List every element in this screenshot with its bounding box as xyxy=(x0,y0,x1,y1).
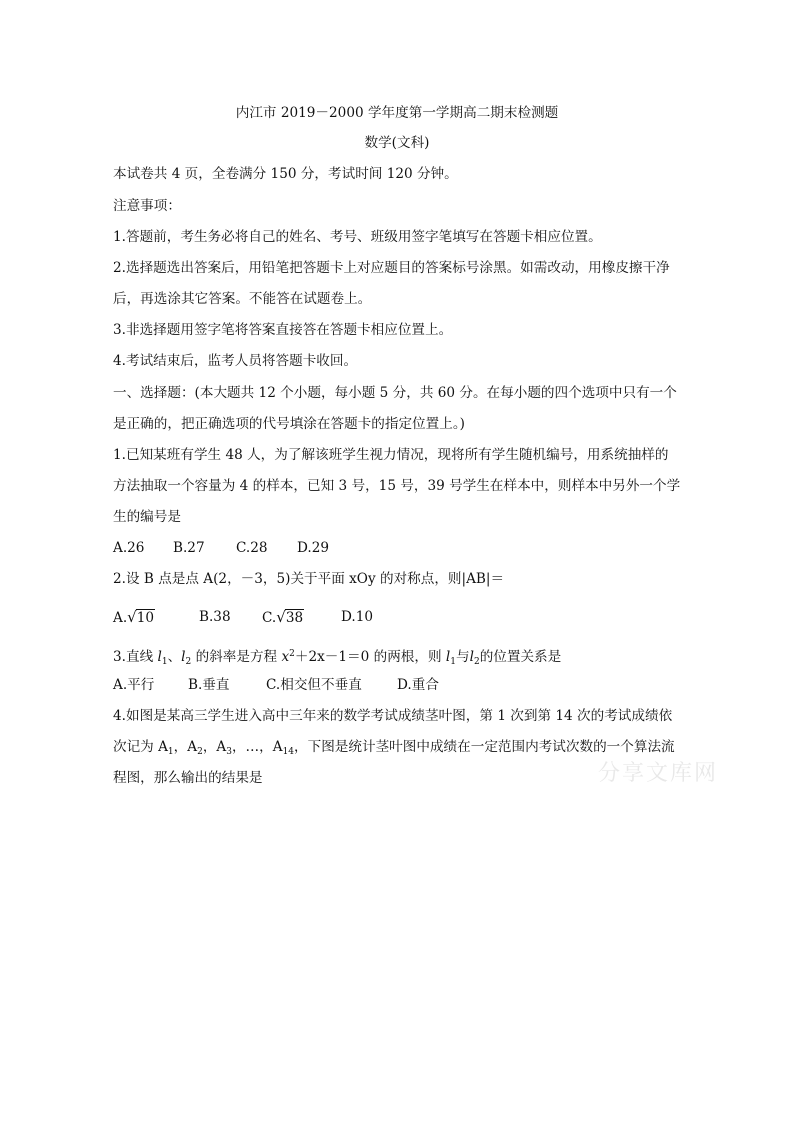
subscript: 1 xyxy=(450,657,456,667)
subscript: 1 xyxy=(161,657,168,667)
stem-text: ，…，A xyxy=(231,739,283,755)
option-c: C.相交但不垂直 xyxy=(266,677,362,693)
section-heading: 一、选择题：(本大题共 12 个小题，每小题 5 分，共 60 分。在每小题的四个选项中只有一个 xyxy=(113,385,677,401)
option-a xyxy=(113,608,199,627)
subscript: 2 xyxy=(473,657,480,667)
subscript: 14 xyxy=(282,747,295,757)
option-d: D.10 xyxy=(341,609,374,625)
note-item: 4.考试结束后，监考人员将答题卡收回。 xyxy=(113,353,358,369)
variable-x: x xyxy=(281,649,290,665)
note-item: 2.选择题选出答案后，用铅笔把答题卡上对应题目的答案标号涂黑。如需改动，用橡皮擦干净 xyxy=(113,260,670,276)
option-c: C.28 xyxy=(236,540,268,556)
exam-subtitle: 数学(文科) xyxy=(364,135,430,151)
exam-title: 内江市 2019－2000 学年度第一学期高二期末检测题 xyxy=(235,105,559,121)
subscript: 3 xyxy=(226,747,232,757)
sqrt-symbol: √38 xyxy=(276,608,304,626)
option-b: B.垂直 xyxy=(188,677,230,693)
stem-text: ＋2x－1＝0 的两根，则 xyxy=(294,649,446,665)
radicand: 10 xyxy=(136,610,155,626)
question-4-line xyxy=(113,738,675,761)
radicand: 38 xyxy=(285,610,304,626)
option-d: D.重合 xyxy=(397,677,439,693)
note-item: 3.非选择题用签字笔将答案直接答在答题卡相应位置上。 xyxy=(113,322,453,338)
stem-text: 、 xyxy=(167,649,182,665)
question-4-line: 4.如图是某高三学生进入高中三年来的数学考试成绩茎叶图，第 1 次到第 14 次的考试成绩依 xyxy=(113,708,673,724)
line-l1: l xyxy=(445,649,451,665)
superscript: 2 xyxy=(289,649,295,659)
stem-text: ，A xyxy=(173,739,198,755)
note-item: 后，再选涂其它答案。不能答在试题卷上。 xyxy=(113,291,372,307)
exam-intro: 本试卷共 4 页，全卷满分 150 分，考试时间 120 分钟。 xyxy=(113,166,458,182)
subscript: 2 xyxy=(197,747,203,757)
option-a: A.26 xyxy=(113,540,145,556)
notes-heading: 注意事项： xyxy=(113,198,181,214)
option-c-label: C. xyxy=(262,610,277,626)
question-4-line: 程图，那么输出的结果是 xyxy=(113,770,263,786)
subscript: 2 xyxy=(185,657,192,667)
option-c xyxy=(262,608,341,627)
line-l1: l xyxy=(157,649,162,665)
question-2-stem: 2.设 B 点是点 A(2，－3，5)关于平面 xOy 的对称点，则|AB|＝ xyxy=(113,571,505,587)
option-a-label: A. xyxy=(113,610,128,626)
note-item: 1.答题前，考生务必将自己的姓名、考号、班级用签字笔填写在答题卡相应位置。 xyxy=(113,229,602,245)
sqrt-symbol: √10 xyxy=(127,608,155,626)
question-1-line: 生的编号是 xyxy=(113,509,181,525)
stem-text: 次记为 A xyxy=(113,739,168,755)
subscript: 1 xyxy=(167,747,174,757)
stem-text: 的位置关系是 xyxy=(479,649,562,665)
stem-text: 与 xyxy=(456,649,470,665)
stem-text: ，下图是统计茎叶图中成绩在一定范围内考试次数的一个算法流 xyxy=(294,739,675,755)
question-1-line: 方法抽取一个容量为 4 的样本，已知 3 号，15 号，39 号学生在样本中，则样本中另外一个学 xyxy=(113,478,681,494)
question-2-options xyxy=(113,608,373,627)
line-l2: l xyxy=(181,649,186,665)
question-3-options xyxy=(113,676,439,694)
section-heading-cont: 是正确的，把正确选项的代号填涂在答题卡的指定位置上。) xyxy=(113,416,465,432)
option-a: A.平行 xyxy=(113,677,155,693)
line-l2: l xyxy=(469,649,474,665)
option-b: B.38 xyxy=(199,609,231,625)
question-3-stem xyxy=(113,645,561,671)
question-1-options xyxy=(113,539,329,557)
stem-text: 3.直线 xyxy=(113,649,158,665)
option-d: D.29 xyxy=(297,540,330,556)
watermark: 分享文库网 xyxy=(598,761,719,786)
question-1-line: 1.已知某班有学生 48 人，为了解该班学生视力情况，现将所有学生随机编号，用系统抽样的 xyxy=(113,447,669,463)
option-b: B.27 xyxy=(173,540,205,556)
stem-text: ，A xyxy=(202,739,227,755)
stem-text: 的斜率是方程 xyxy=(191,649,282,665)
